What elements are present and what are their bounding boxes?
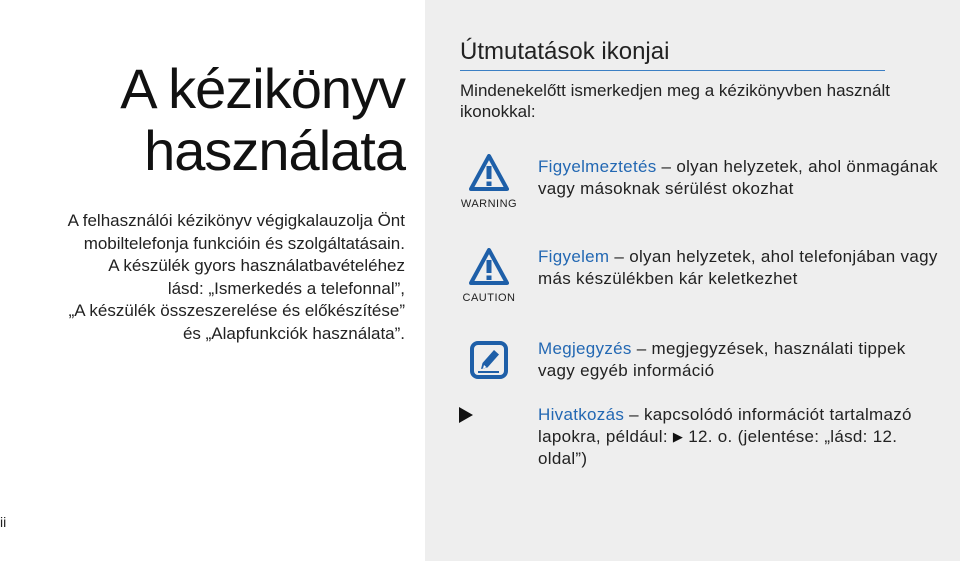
warning-text: olyan helyzetek, ahol önmagának vagy másoknak sérülést okozhat [538, 157, 938, 198]
caution-icon-block [453, 248, 525, 304]
warning-term: Figyelmeztetés [538, 157, 657, 176]
warning-icon-label: WARNING [460, 198, 518, 210]
note-term: Megjegyzés [538, 339, 632, 358]
caution-icon [469, 248, 509, 286]
caution-text: olyan helyzetek, ahol telefonjában vagy más készülékben kár keletkezhet [538, 247, 938, 288]
note-pencil-icon [470, 341, 508, 379]
reference-text-after: 12. o. (jelentése: „lásd: 12. oldal”) [538, 427, 898, 468]
intro-line: lásd: „Ismerkedés a telefonnal”, [167, 278, 405, 298]
section-heading: Útmutatások ikonjai [460, 38, 885, 71]
chapter-title-line-1: A kézikönyv [120, 57, 405, 120]
section-intro: Mindenekelőtt ismerkedjen meg a kézikönyvben használt ikonokkal: [460, 81, 890, 121]
note-description [538, 338, 943, 382]
dash: – [624, 405, 644, 424]
warning-icon-block [453, 154, 525, 210]
caution-term: Figyelem [538, 247, 610, 266]
left-column [0, 0, 425, 561]
dash: – [656, 157, 677, 176]
intro-line: „A készülék összeszerelése és előkészítése” [68, 301, 405, 320]
intro-line: A készülék gyors használatbavételéhez [108, 256, 405, 275]
reference-term: Hivatkozás [538, 405, 625, 424]
intro-line: mobiltelefonja funkcióin és szolgáltatásain. [83, 233, 405, 253]
reference-text-before: kapcsolódó információt tartalmazó lapokra, például: [538, 405, 912, 446]
intro-line: és „Alapfunkciók használata”. [182, 323, 405, 343]
reference-arrow-icon [458, 406, 474, 424]
intro-line: A felhasználói kézikönyv végigkalauzolja Önt [67, 211, 405, 230]
warning-description [538, 156, 943, 200]
chapter-title [120, 58, 405, 182]
page-number: ii [0, 514, 7, 530]
note-text: megjegyzések, használati tippek vagy egyéb információ [538, 339, 906, 380]
caution-icon-label: CAUTION [462, 292, 516, 304]
reference-icon-block [458, 406, 530, 429]
note-icon-block [453, 341, 525, 384]
right-column [425, 0, 960, 561]
caution-description [538, 246, 943, 290]
dash: – [631, 339, 652, 358]
reference-description [538, 404, 943, 470]
inline-arrow-icon: ▶ [672, 429, 684, 444]
dash: – [609, 247, 630, 266]
chapter-intro [10, 210, 405, 345]
chapter-title-line-2: használata [144, 119, 405, 182]
warning-icon [469, 154, 509, 192]
